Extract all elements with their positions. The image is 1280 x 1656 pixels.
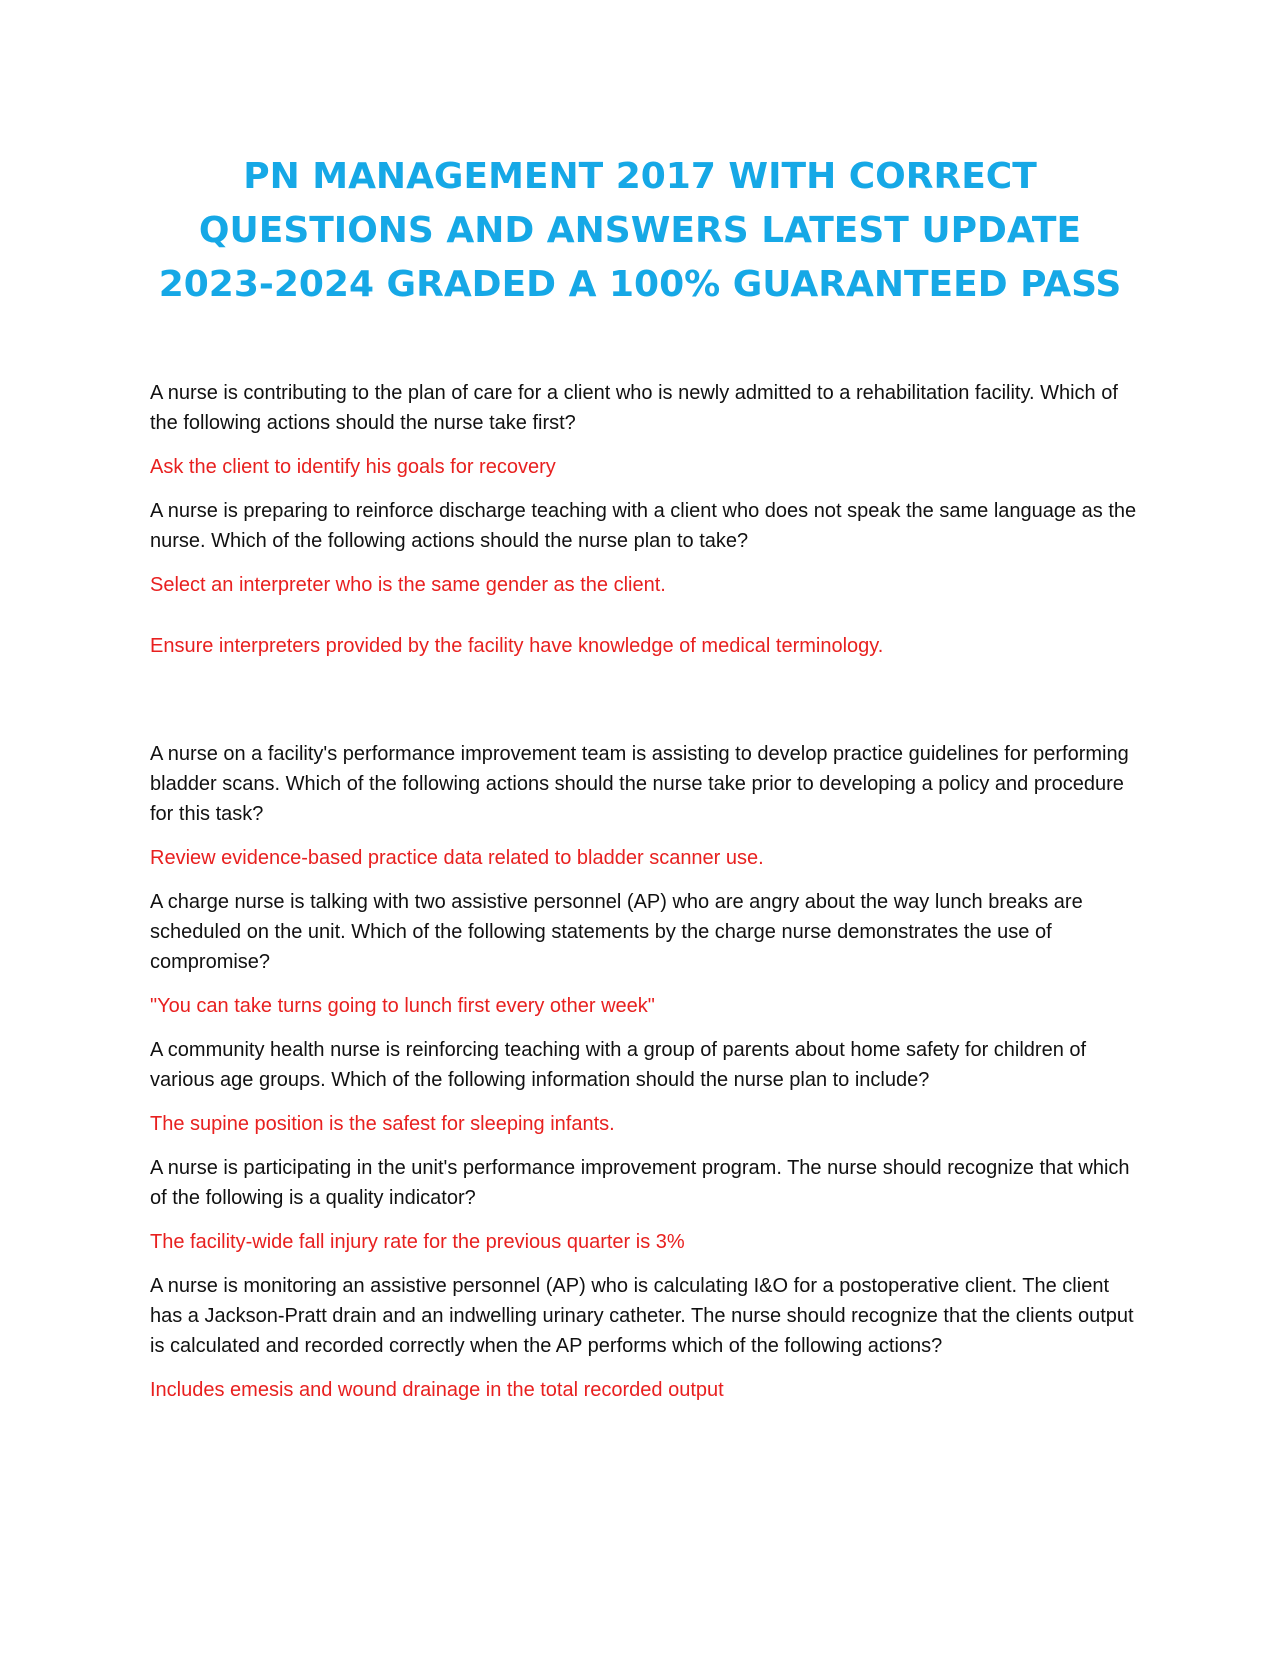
question-text: A charge nurse is talking with two assistive personnel (AP) who are angry about the way lunch breaks are scheduled on the unit. Which of the following statements by the charge nurse demonstrates the use of compromise? (150, 891, 1083, 973)
question-text: A nurse is participating in the unit's performance improvement program. The nurse should recognize that which of the following is a quality indicator? (150, 1157, 1130, 1209)
title-line-1: PN MANAGEMENT 2017 WITH CORRECT (243, 156, 1037, 197)
question-text: A nurse is contributing to the plan of care for a client who is newly admitted to a rehabilitation facility. Which of the following actions should the nurse take first? (150, 382, 1118, 434)
document-title (100, 150, 1180, 312)
answer-text: "You can take turns going to lunch first every other week" (150, 995, 655, 1017)
question-text: A community health nurse is reinforcing teaching with a group of parents about home safety for children of various age groups. Which of the following information should the nurse plan to include? (150, 1039, 1087, 1091)
title-line-3: 2023-2024 GRADED A 100% GUARANTEED PASS (158, 264, 1122, 305)
answer-text: The facility-wide fall injury rate for the previous quarter is 3% (150, 1231, 685, 1253)
answer-text: Review evidence-based practice data related to bladder scanner use. (150, 847, 764, 869)
answer-text: The supine position is the safest for sleeping infants. (150, 1113, 615, 1135)
answer-text: Select an interpreter who is the same gender as the client. (150, 574, 666, 596)
title-line-2: QUESTIONS AND ANSWERS LATEST UPDATE (198, 210, 1082, 251)
qa-list (150, 378, 1140, 1405)
answer-text: Ensure interpreters provided by the facility have knowledge of medical terminology. (150, 635, 884, 657)
question-text: A nurse on a facility's performance improvement team is assisting to develop practice guidelines for performing bladder scans. Which of the following actions should the nurse take prior to developing a policy and procedure for this task? (150, 743, 1129, 825)
answer-text: Includes emesis and wound drainage in the total recorded output (150, 1379, 724, 1401)
question-text: A nurse is monitoring an assistive personnel (AP) who is calculating I&O for a postoperative client. The client has a Jackson-Pratt drain and an indwelling urinary catheter. The nurse should recognize that the clients output is calculated and recorded correctly when the AP performs which of the following actions? (150, 1275, 1134, 1357)
question-text: A nurse is preparing to reinforce discharge teaching with a client who does not speak the same language as the nurse. Which of the following actions should the nurse plan to take? (150, 500, 1137, 552)
answer-text: Ask the client to identify his goals for recovery (150, 456, 556, 478)
